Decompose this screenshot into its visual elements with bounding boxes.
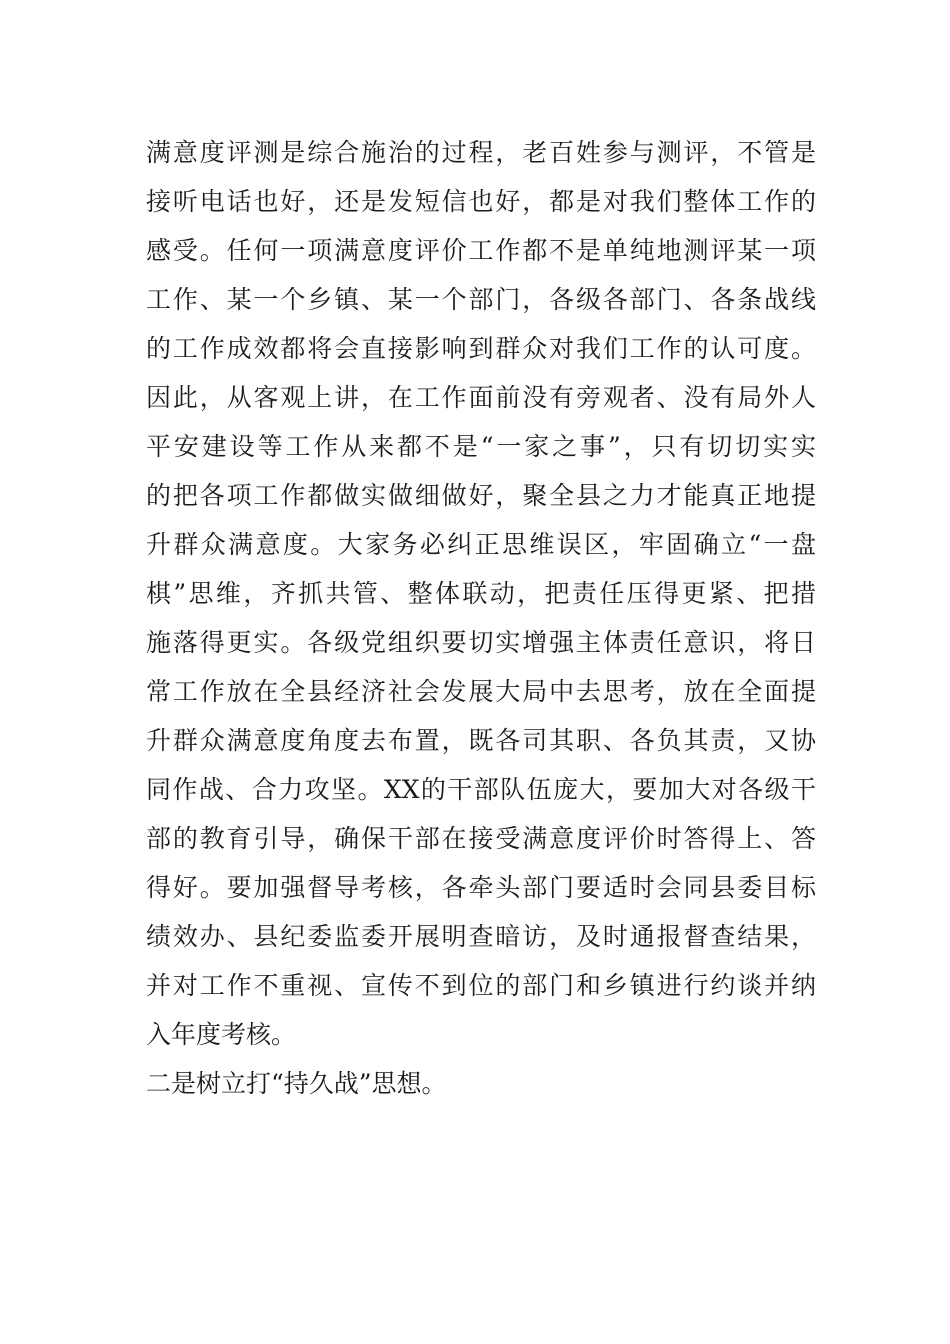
text-line-4: 工作、某一个乡镇、某一个部门，各级各部门、各条战线 <box>146 285 816 314</box>
text-line-2: 接听电话也好，还是发短信也好，都是对我们整体工作的 <box>146 187 816 216</box>
text-line-11: 施落得更实。各级党组织要切实增强主体责任意识，将日 <box>146 628 816 657</box>
text-line-19: 入年度考核。 <box>146 1020 297 1049</box>
text-line-13: 升群众满意度角度去布置，既各司其职、各负其责，又协 <box>146 726 816 755</box>
text-line-16: 得好。要加强督导考核，各牵头部门要适时会同县委目标 <box>146 873 816 902</box>
text-line-15: 部的教育引导，确保干部在接受满意度评价时答得上、答 <box>146 824 816 853</box>
text-line-8: 的把各项工作都做实做细做好，聚全县之力才能真正地提 <box>146 481 816 510</box>
text-line-9: 升群众满意度。大家务必纠正思维误区，牢固确立“一盘 <box>146 530 816 559</box>
text-line-6: 因此，从客观上讲，在工作面前没有旁观者、没有局外人 <box>146 383 816 412</box>
text-line-3: 感受。任何一项满意度评价工作都不是单纯地测评某一项 <box>146 236 816 265</box>
text-line-1: 满意度评测是综合施治的过程，老百姓参与测评，不管是 <box>146 138 816 167</box>
section-heading: 二是树立打“持久战”思想。 <box>146 1069 447 1098</box>
text-line-10: 棋”思维，齐抓共管、整体联动，把责任压得更紧、把措 <box>146 579 816 608</box>
text-line-5: 的工作成效都将会直接影响到群众对我们工作的认可度。 <box>146 334 816 363</box>
text-line-12: 常工作放在全县经济社会发展大局中去思考，放在全面提 <box>146 677 816 706</box>
body-text <box>146 128 816 1108</box>
text-line-18: 并对工作不重视、宣传不到位的部门和乡镇进行约谈并纳 <box>146 971 816 1000</box>
text-line-7: 平安建设等工作从来都不是“一家之事”，只有切切实实 <box>146 432 816 461</box>
text-line-17: 绩效办、县纪委监委开展明查暗访，及时通报督查结果， <box>146 922 816 951</box>
text-line-14: 同作战、合力攻坚。XX的干部队伍庞大，要加大对各级干 <box>146 775 816 804</box>
